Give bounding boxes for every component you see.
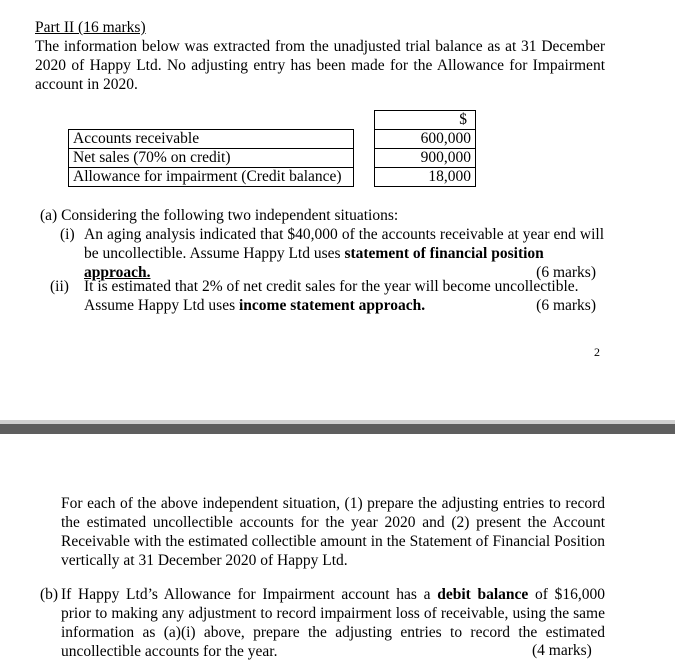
table-header-row xyxy=(69,111,476,130)
question-a-intro xyxy=(40,206,398,225)
marks-label: (6 marks) xyxy=(536,264,596,281)
question-b-label: (b) xyxy=(40,586,59,603)
row-value: 600,000 xyxy=(375,130,476,149)
row-label: Accounts receivable xyxy=(69,130,354,149)
trial-balance-table xyxy=(68,110,476,187)
page-number: 2 xyxy=(594,345,600,359)
question-b-text: If Happy Ltd’s Allowance for Impairment account has a debit balance of $16,000 prior to making any adjustment to record impairment loss of receivable, using the same information as (a)(i) above, prepare the adjusting entries to record the estimated uncollectible accounts for the year. xyxy=(61,586,605,660)
question-a-label: (a) xyxy=(40,207,58,224)
page-2 xyxy=(0,434,675,671)
part-number: (i) xyxy=(60,226,75,243)
table-row xyxy=(69,149,476,168)
row-label: Allowance for impairment (Credit balance) xyxy=(69,168,354,187)
bold-phrase: income statement approach. xyxy=(239,297,426,314)
row-label: Net sales (70% on credit) xyxy=(69,149,354,168)
table-row xyxy=(69,168,476,187)
part-heading: Part II (16 marks) xyxy=(35,19,146,36)
question-a-text: Considering the following two independent situations: xyxy=(61,207,399,224)
intro-paragraph: The information below was extracted from the unadjusted trial balance as at 31 December 2020 of Happy Ltd. No adjusting entry has been made for the Allowance for Impairment account in 2020. xyxy=(35,38,605,93)
page-divider xyxy=(0,424,675,434)
row-value: 900,000 xyxy=(375,149,476,168)
currency-header: $ xyxy=(375,111,476,130)
table-row xyxy=(69,130,476,149)
bold-phrase: debit balance xyxy=(437,586,529,603)
row-value: 18,000 xyxy=(375,168,476,187)
bold-phrase: statement of financial position xyxy=(344,245,544,262)
part-text: An aging analysis indicated that $40,000 of the accounts receivable at year end will be uncollectible. Assume Happy Ltd uses statement of financial position approach. (6 marks) xyxy=(84,226,604,281)
marks-label: (4 marks) xyxy=(532,642,592,659)
part-text: It is estimated that 2% of net credit sales for the year will become uncollectible. Assume Happy Ltd uses income statement approach. (6 marks) xyxy=(84,278,596,314)
part-number: (ii) xyxy=(50,278,69,295)
instruction-paragraph: For each of the above independent situation, (1) prepare the adjusting entries to record the estimated uncollectible accounts for the year 2020 and (2) present the Account Receivable with the estimated collectible amount in the Statement of Financial Position vertically at 31 December 2020 of Happy Ltd. xyxy=(61,495,605,569)
bold-underlined-phrase: approach. xyxy=(84,264,151,281)
marks-label: (6 marks) xyxy=(536,297,596,314)
